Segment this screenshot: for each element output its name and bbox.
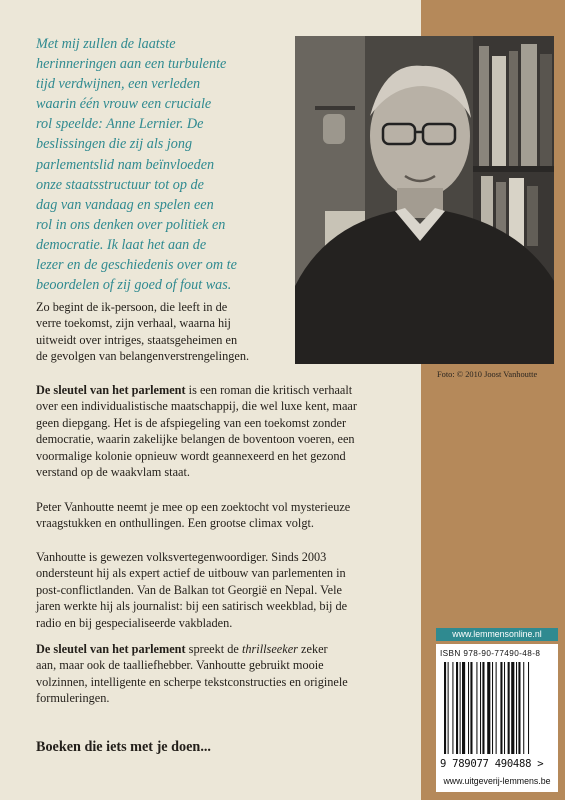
text-line: over een individualistische maatschappij, die wel luxe kent, maar <box>36 399 357 414</box>
text-line: democratie, waarin zakelijke belangen de boventoon voeren, een <box>36 432 355 447</box>
photo-caption: Foto: © 2010 Joost Vanhoutte <box>437 370 538 379</box>
book-title: De sleutel van het parlement <box>36 642 186 656</box>
text-line: verre toekomst, zijn verhaal, waarna hij <box>36 316 231 331</box>
author-quote <box>36 34 290 295</box>
book-title: De sleutel van het parlement <box>36 383 186 397</box>
quote-line: lezer en de geschiedenis over om te <box>36 257 237 274</box>
text-line: de gevolgen van belangenverstrengelingen. <box>36 349 250 364</box>
isbn-label: ISBN 978-90-77490-48-8 <box>440 649 541 658</box>
quote-line: dag van vandaag en spelen een <box>36 196 214 213</box>
barcode-box <box>436 644 558 792</box>
text-line: jaren werkte hij als journalist: bij een satirisch weekblad, bij de <box>36 599 348 614</box>
intro-paragraph <box>36 299 416 365</box>
quote-line: Met mij zullen de laatste <box>36 36 176 52</box>
text-line: Zo begint de ik-persoon, die leeft in de <box>36 300 228 314</box>
publisher-url: www.uitgeverij-lemmens.be <box>443 776 551 786</box>
text-line: verstand op de waakvlam staat. <box>36 465 190 480</box>
publisher-slogan: Boeken die iets met je doen... <box>36 739 211 755</box>
quote-line: herinneringen aan een turbulente <box>36 56 227 73</box>
text-line <box>36 382 411 398</box>
quote-line: beoordelen of zij goed of fout was. <box>36 277 232 294</box>
publisher-website: www.lemmensonline.nl <box>436 628 558 641</box>
text-line: volzinnen, intelligente en scherpe tekstconstructies en originele <box>36 674 348 689</box>
text-line: Peter Vanhoutte neemt je mee op een zoektocht vol mysterieuze <box>36 500 351 514</box>
text-fragment: spreekt de <box>185 642 242 656</box>
sleutel-paragraph <box>36 641 411 707</box>
text-line: aan, maar ook de taalliefhebber. Vanhoutte gebruikt mooie <box>36 658 324 673</box>
quote-line: tijd verdwijnen, een verleden <box>36 76 201 93</box>
barcode-icon <box>440 662 554 756</box>
text-line: uitweidt over intriges, staatsgeheimen en <box>36 332 238 347</box>
quote-line: democratie. Ik laat het aan de <box>36 236 207 253</box>
text-fragment: is een roman die kritisch verhaalt <box>185 383 353 397</box>
bio-paragraph <box>36 549 411 631</box>
text-fragment: zeker <box>297 642 328 656</box>
text-line: vraagstukken en onthullingen. Een grootse climax volgt. <box>36 516 314 531</box>
quote-line: parlementslid nam beïnvloeden <box>36 156 215 173</box>
text-line: radio en bij gespecialiseerde vakbladen. <box>36 615 233 630</box>
quote-line: rol in ons denken over politiek en <box>36 216 226 233</box>
quote-line: beslissingen die zij als jong <box>36 136 193 153</box>
peter-paragraph <box>36 499 411 532</box>
text-line: Vanhoutte is gewezen volksvertegenwoordiger. Sinds 2003 <box>36 550 327 564</box>
text-line: geen diepgang. Het is de afspiegeling van een toekomst zonder <box>36 415 347 430</box>
roman-paragraph <box>36 382 411 480</box>
quote-line: onze staatsstructuur tot op de <box>36 176 204 193</box>
text-line: formuleringen. <box>36 691 110 706</box>
text-line <box>36 641 411 657</box>
isbn-digits: 9 789077 490488 > <box>440 758 544 770</box>
text-line: post-conflictlanden. Van de Balkan tot Georgië en Nepal. Vele <box>36 582 342 597</box>
quote-line: rol speelde: Anne Lernier. De <box>36 116 204 133</box>
text-fragment-italic: thrillseeker <box>241 642 298 656</box>
text-line: ondersteunt hij als expert actief de uitbouw van parlementen in <box>36 566 346 581</box>
quote-line: waarin één vrouw een cruciale <box>36 96 212 113</box>
text-line: voormalige kolonie opnieuw wordt geannexeerd en het gezond <box>36 448 346 463</box>
